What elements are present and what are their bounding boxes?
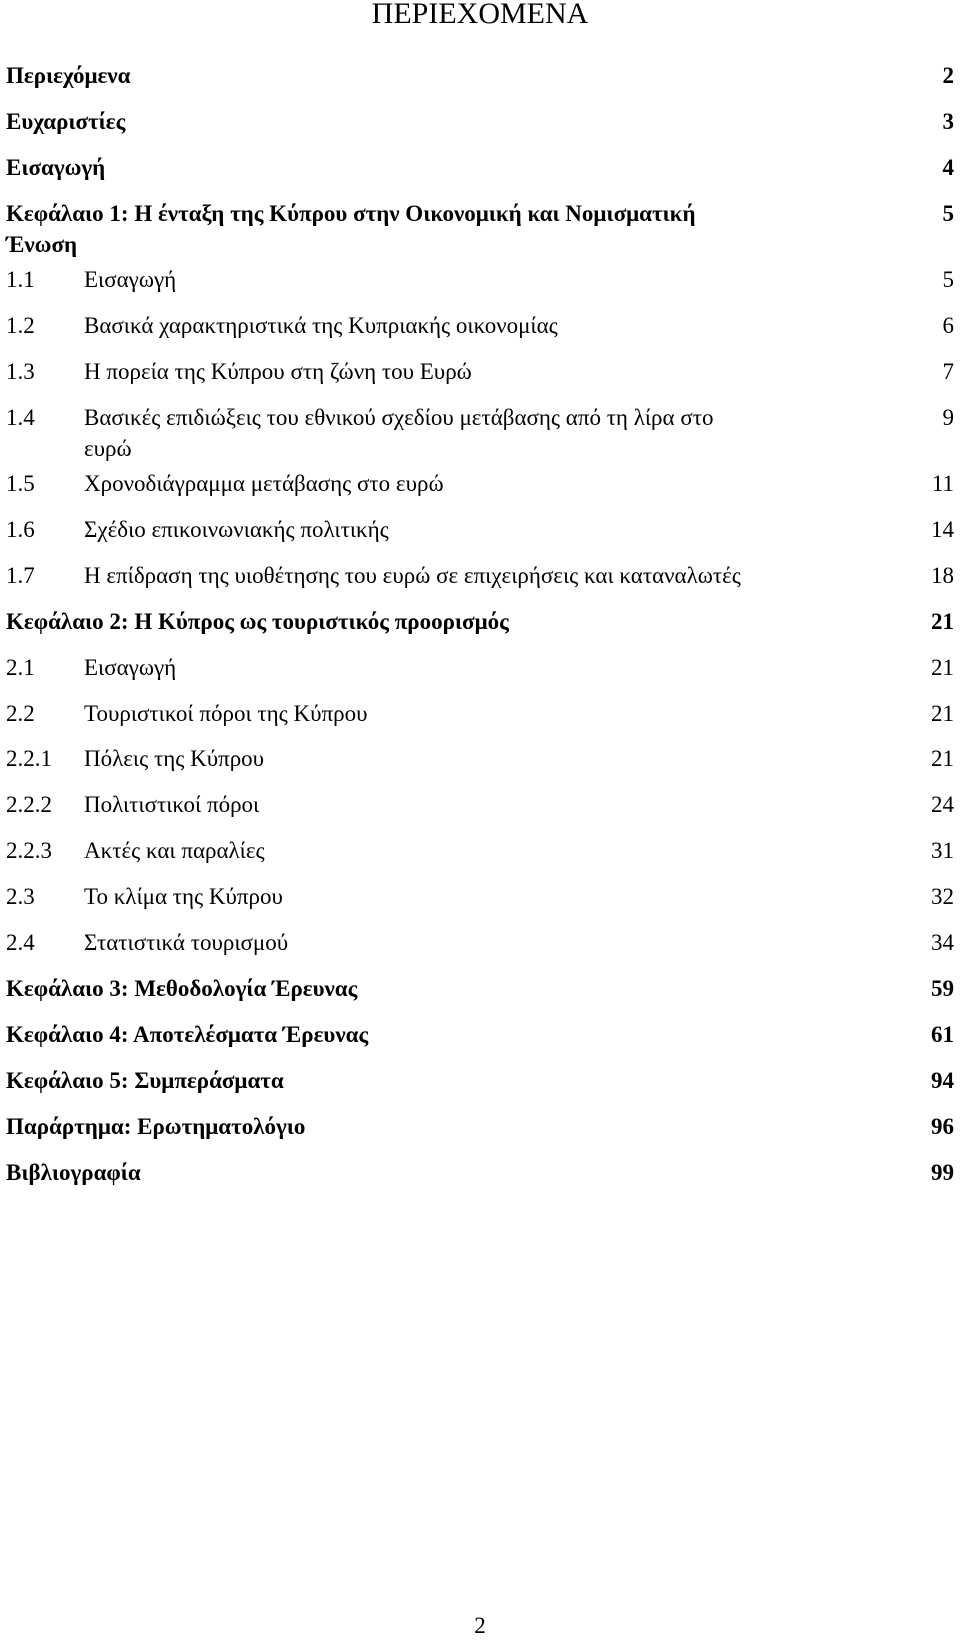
toc-page-number: 5	[942, 267, 954, 292]
toc-page-number: 24	[931, 792, 954, 817]
toc-entry-text: Βιβλιογραφία	[6, 1160, 141, 1185]
toc-section-number: 2.3	[6, 884, 35, 909]
toc-section-number: 1.4	[6, 405, 35, 430]
toc-page-number: 7	[942, 359, 954, 384]
toc-entry-text: Εισαγωγή	[84, 267, 177, 292]
toc-page-number: 21	[931, 655, 954, 680]
toc-section-number: 2.1	[6, 655, 35, 680]
toc-entry-title	[6, 1019, 368, 1050]
toc-entry-text: Η επίδραση της υιοθέτησης του ευρώ σε επιχειρήσεις και καταναλωτές	[84, 563, 741, 588]
toc-section-number: 2.2.2	[6, 792, 52, 817]
toc-entry-title	[6, 152, 105, 183]
toc-entry-text: Σχέδιο επικοινωνιακής πολιτικής	[84, 517, 389, 542]
toc-entry-text: Η πορεία της Κύπρου στη ζώνη του Ευρώ	[84, 359, 472, 384]
toc-entry-title	[6, 698, 368, 729]
toc-section-number: 1.1	[6, 267, 35, 292]
toc-entry-text: Ευχαριστίες	[6, 109, 126, 134]
toc-section-number: 1.5	[6, 471, 35, 496]
toc-entry-title	[6, 198, 696, 229]
toc-entry-title	[6, 402, 713, 433]
toc-entry-text: Στατιστικά τουρισμού	[84, 930, 289, 955]
toc-page-number: 99	[931, 1160, 954, 1185]
toc-entry-text: Εισαγωγή	[6, 155, 106, 180]
toc-entry-title	[6, 1065, 284, 1096]
toc-page-number: 31	[931, 838, 954, 863]
toc-section-number: 1.3	[6, 359, 35, 384]
toc-page-number: 34	[931, 930, 954, 955]
toc-entry-title	[6, 1111, 305, 1142]
toc-section-number: 1.6	[6, 517, 35, 542]
toc-entry-text: Κεφάλαιο 5: Συμπεράσματα	[6, 1068, 284, 1093]
toc-entry-title	[6, 560, 741, 591]
toc-entry-title	[6, 106, 125, 137]
toc-page-number: 32	[931, 884, 954, 909]
toc-entry-text: Το κλίμα της Κύπρου	[84, 884, 283, 909]
toc-page-number: 21	[931, 746, 954, 771]
toc-entry-title	[6, 310, 558, 341]
page-title: ΠΕΡΙΕΧΟΜΕΝΑ	[371, 0, 589, 30]
toc-page-number: 94	[931, 1068, 954, 1093]
toc-entry-text: Παράρτημα: Ερωτηματολόγιο	[6, 1114, 306, 1139]
toc-entry-text-continuation: Ένωση	[6, 232, 78, 257]
toc-entry-text: Κεφάλαιο 4: Αποτελέσματα Έρευνας	[6, 1022, 369, 1047]
toc-section-number: 2.2	[6, 701, 35, 726]
toc-entry-text: Κεφάλαιο 2: Η Κύπρος ως τουριστικός προορισμός	[6, 609, 509, 634]
toc-page-number: 21	[931, 609, 954, 634]
toc-page-number: 18	[931, 563, 954, 588]
toc-page-number: 9	[942, 405, 954, 430]
toc-entry-text: Βασικά χαρακτηριστικά της Κυπριακής οικονομίας	[84, 313, 558, 338]
toc-entry-title	[6, 743, 264, 774]
toc-entry-title	[6, 356, 472, 387]
toc-section-number: 2.2.3	[6, 838, 52, 863]
toc-entry-title	[6, 60, 130, 91]
toc-page-number: 14	[931, 517, 954, 542]
toc-page-number: 5	[942, 201, 954, 226]
toc-entry-text: Κεφάλαιο 3: Μεθοδολογία Έρευνας	[6, 976, 358, 1001]
toc-entry-title	[6, 835, 265, 866]
toc-entry-text: Περιεχόμενα	[6, 63, 131, 88]
toc-entry-title	[6, 1157, 141, 1188]
toc-page-number: 6	[942, 313, 954, 338]
toc-entry-text: Χρονοδιάγραμμα μετάβασης στο ευρώ	[84, 471, 444, 496]
toc-entry-text-continuation: ευρώ	[84, 436, 132, 461]
toc-page-number: 21	[931, 701, 954, 726]
toc-entry-text: Βασικές επιδιώξεις του εθνικού σχεδίου μετάβασης από τη λίρα στο	[84, 405, 714, 430]
toc-section-number: 1.7	[6, 563, 35, 588]
toc-section-number: 2.2.1	[6, 746, 52, 771]
toc-page-number: 59	[931, 976, 954, 1001]
toc-entry-text: Ακτές και παραλίες	[84, 838, 265, 863]
toc-page-number: 11	[931, 471, 954, 496]
toc-page-number: 3	[942, 109, 954, 134]
toc-entry-title	[6, 881, 283, 912]
toc-entry-title	[6, 927, 288, 958]
toc-entry-text: Εισαγωγή	[84, 655, 177, 680]
toc-entry-title	[6, 514, 389, 545]
toc-entry-title	[6, 468, 444, 499]
toc-page-number: 4	[942, 155, 954, 180]
toc-page-number: 96	[931, 1114, 954, 1139]
toc-entry-text: Πόλεις της Κύπρου	[84, 746, 265, 771]
toc-page-number: 2	[942, 63, 954, 88]
toc-entry-title	[6, 264, 176, 295]
toc-section-number: 1.2	[6, 313, 35, 338]
page-number: 2	[474, 1613, 486, 1638]
toc-entry-text: Τουριστικοί πόροι της Κύπρου	[84, 701, 368, 726]
toc-entry-title	[6, 606, 509, 637]
toc-entry-text: Κεφάλαιο 1: Η ένταξη της Κύπρου στην Οικονομική και Νομισματική	[6, 201, 696, 226]
toc-entry-title	[6, 652, 176, 683]
toc-page-number: 61	[931, 1022, 954, 1047]
toc-entry-title	[6, 973, 357, 1004]
toc-section-number: 2.4	[6, 930, 35, 955]
toc-entry-text: Πολιτιστικοί πόροι	[84, 792, 260, 817]
toc-entry-title	[6, 789, 259, 820]
